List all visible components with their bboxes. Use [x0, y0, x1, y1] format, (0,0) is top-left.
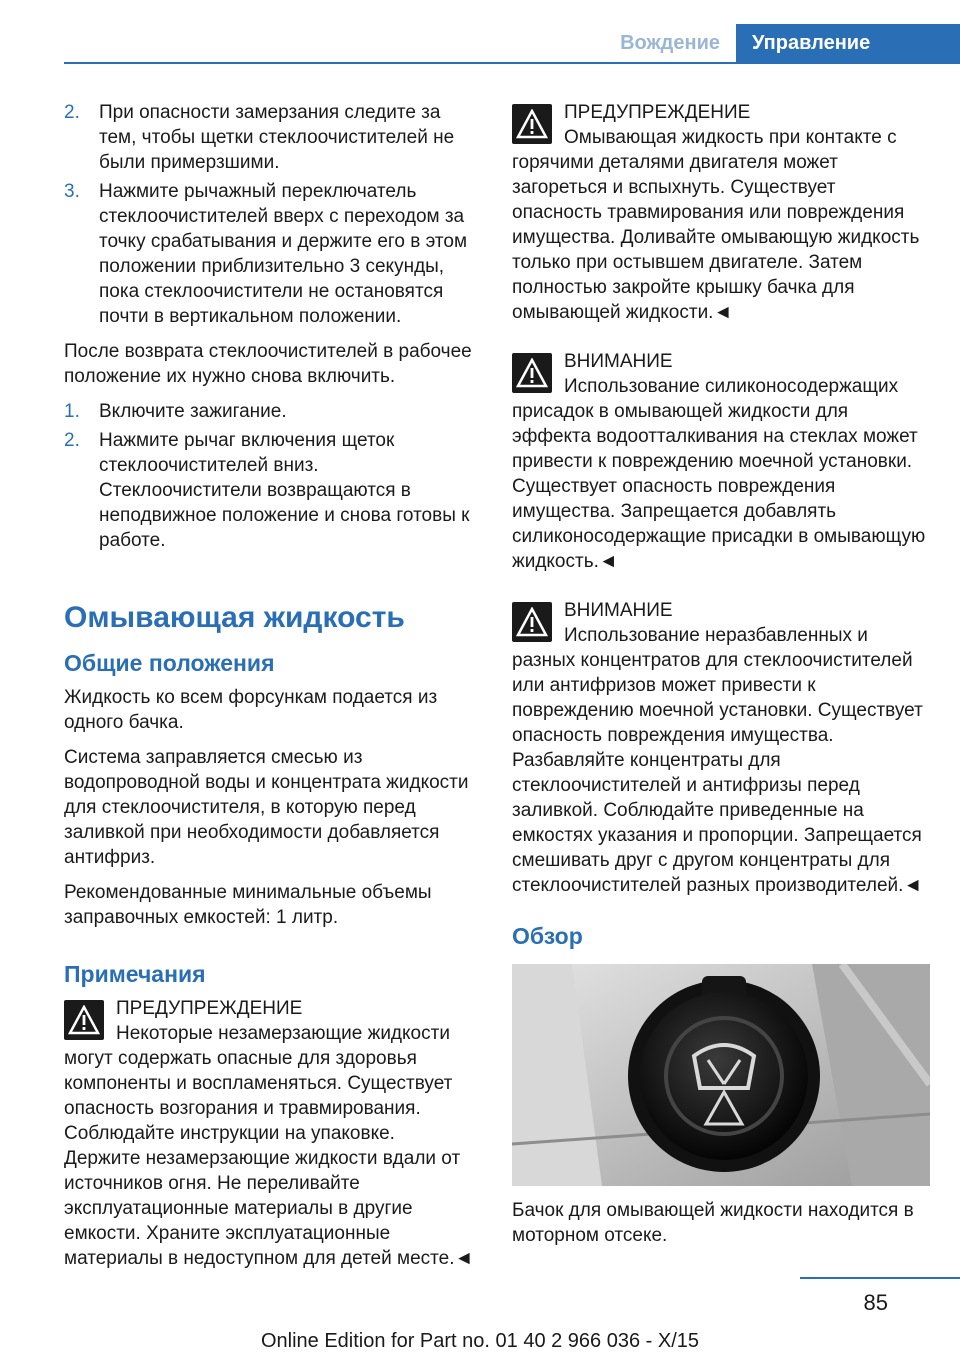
page-number: 85: [863, 1290, 888, 1315]
paragraph: Система заправляется смесью из водопроводной воды и концентрата жидкости для стеклоочистителя, в которую перед заливкой при необходимости добавляется антифриз.: [64, 747, 469, 868]
subheading-general: Общие положения: [64, 650, 275, 676]
caution-block: [512, 349, 930, 574]
subheading-overview: Обзор: [512, 923, 583, 949]
header-tab-driving[interactable]: Вождение: [620, 32, 720, 54]
warning-block: [64, 996, 476, 1271]
warning-title: ПРЕДУПРЕЖДЕНИЕ: [116, 998, 303, 1019]
paragraph: Рекомендованные минимальные объемы заправочных емкостей: 1 литр.: [64, 882, 432, 928]
section-heading-washer-fluid: Омывающая жидкость: [64, 601, 405, 634]
step-number: 2.: [64, 102, 80, 123]
steps-list-a: [64, 100, 476, 329]
page-header: [64, 24, 960, 64]
warning-triangle-icon: [512, 104, 552, 144]
paragraph: Жидкость ко всем форсункам подается из одного бачка.: [64, 687, 438, 733]
warning-title: ПРЕДУПРЕЖДЕНИЕ: [564, 102, 751, 123]
caution-title: ВНИМАНИЕ: [564, 600, 673, 621]
list-item: [64, 179, 476, 329]
left-column: [64, 100, 476, 1295]
step-number: 2.: [64, 430, 80, 451]
step-text: Включите зажигание.: [99, 401, 287, 422]
washer-reservoir-photo: [512, 964, 930, 1186]
warning-triangle-icon: [512, 602, 552, 642]
warning-block: [512, 100, 930, 325]
photo-caption: Бачок для омывающей жидкости находится в моторном отсеке.: [512, 1200, 914, 1246]
warning-text: Некоторые незамерзающие жидкости могут содержать опасные для здоровья компоненты и воспламеняться. Существует опасность возгорания и травмирования. Соблюдайте инструкции на упаковке. Держите незамерзающие жидкости вдали от источников огня. Не переливайте эксплуатационные материалы в другие емкости. Храните эксплуатационные материалы в недоступном для детей месте.◄: [64, 1023, 474, 1269]
paragraph-after-steps: После возврата стеклоочистителей в рабочее положение их нужно снова включить.: [64, 341, 472, 387]
steps-list-b: [64, 399, 476, 553]
list-item: [64, 399, 476, 424]
caution-text: Использование неразбавленных и разных концентратов для стеклоочистителей или антифризов может привести к повреждению моечной установки. Существует опасность повреждения имущества. Разбавляйте концентраты для стеклоочистителей и антифризы перед заливкой. Соблюдайте приведенные на емкостях указания и пропорции. Запрещается смешивать друг с другом концентраты для стеклоочистителей разных производителей.◄: [512, 625, 923, 896]
washer-cap-illustration: [512, 964, 930, 1186]
caution-title: ВНИМАНИЕ: [564, 351, 673, 372]
step-text: Нажмите рычажный переключатель стеклоочистителей вверх с переходом за точку срабатывания и держите его в этом положении приблизительно 3 секунды, пока стеклоочистители не остановятся почти в вертикальном положении.: [99, 181, 468, 327]
warning-text: Омывающая жидкость при контакте с горячими деталями двигателя может загореться и вспыхнуть. Существует опасность травмирования или повреждения имущества. Доливайте омывающую жидкость только при остывшем двигателе. Затем полностью закройте крышку бачка для омывающей жидкости.◄: [512, 127, 920, 323]
step-number: 1.: [64, 401, 80, 422]
caution-block: [512, 598, 930, 898]
footer-rule: [800, 1277, 960, 1279]
warning-triangle-icon: [512, 353, 552, 393]
warning-triangle-icon: [64, 1000, 104, 1040]
caution-text: Использование силиконосодержащих присадок в омывающей жидкости для эффекта водоотталкивания на стеклах может привести к повреждению моечной установки. Существует опасность повреждения имущества. Запрещается добавлять силиконосодержащие присадки в омывающую жидкость.◄: [512, 376, 926, 572]
right-column: [512, 100, 930, 1258]
step-text: При опасности замерзания следите за тем, чтобы щетки стеклоочистителей не были примерзшими.: [99, 102, 455, 173]
step-text: Нажмите рычаг включения щеток стеклоочистителей вниз. Стеклоочистители возвращаются в неподвижное положение и снова готовы к работе.: [99, 430, 470, 551]
list-item: [64, 100, 476, 175]
list-item: [64, 428, 476, 553]
subheading-notes: Примечания: [64, 961, 206, 987]
footer-edition: Online Edition for Part no. 01 40 2 966 036 - X/15: [260, 1330, 700, 1352]
step-number: 3.: [64, 181, 80, 202]
header-tab-controls[interactable]: Управление: [736, 24, 960, 62]
